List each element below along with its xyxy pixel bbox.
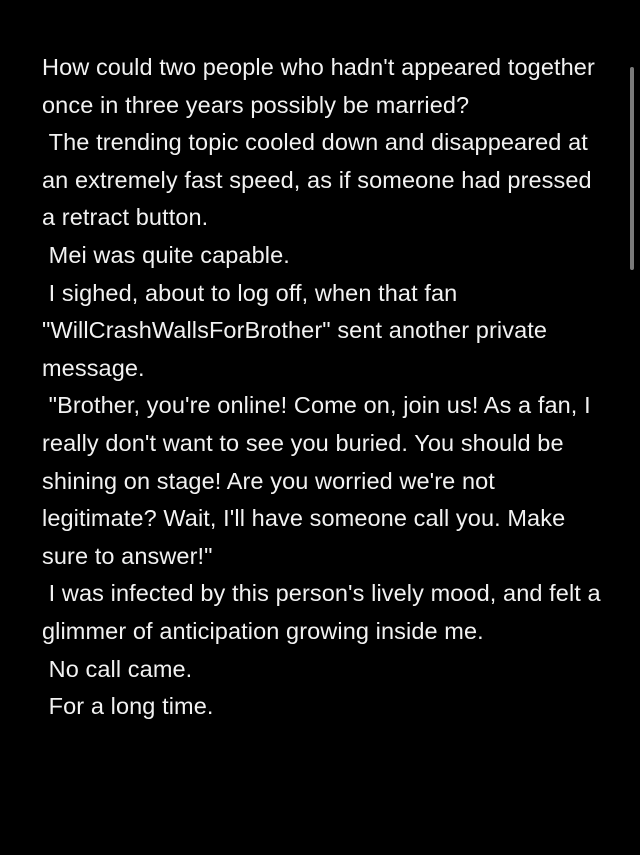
paragraph-1: How could two people who hadn't appeared together once in three years possibly be married? <box>42 54 602 118</box>
vertical-scrollbar[interactable] <box>630 67 634 270</box>
paragraph-2: The trending topic cooled down and disappeared at an extremely fast speed, as if someone had pressed a retract button. <box>42 129 599 231</box>
story-text <box>42 49 608 726</box>
paragraph-7: No call came. <box>42 655 193 682</box>
paragraph-4: I sighed, about to log off, when that fan "WillCrashWallsForBrother" sent another private message. <box>42 279 554 381</box>
paragraph-5: "Brother, you're online! Come on, join us! As a fan, I really don't want to see you buried. You should be shining on stage! Are you worried we're not legitimate? Wait, I'll have someone call you. Make sure to answer!" <box>42 392 598 569</box>
paragraph-3: Mei was quite capable. <box>42 241 290 268</box>
paragraph-8: For a long time. <box>42 693 214 720</box>
paragraph-6: I was infected by this person's lively mood, and felt a glimmer of anticipation growing inside me. <box>42 580 608 644</box>
